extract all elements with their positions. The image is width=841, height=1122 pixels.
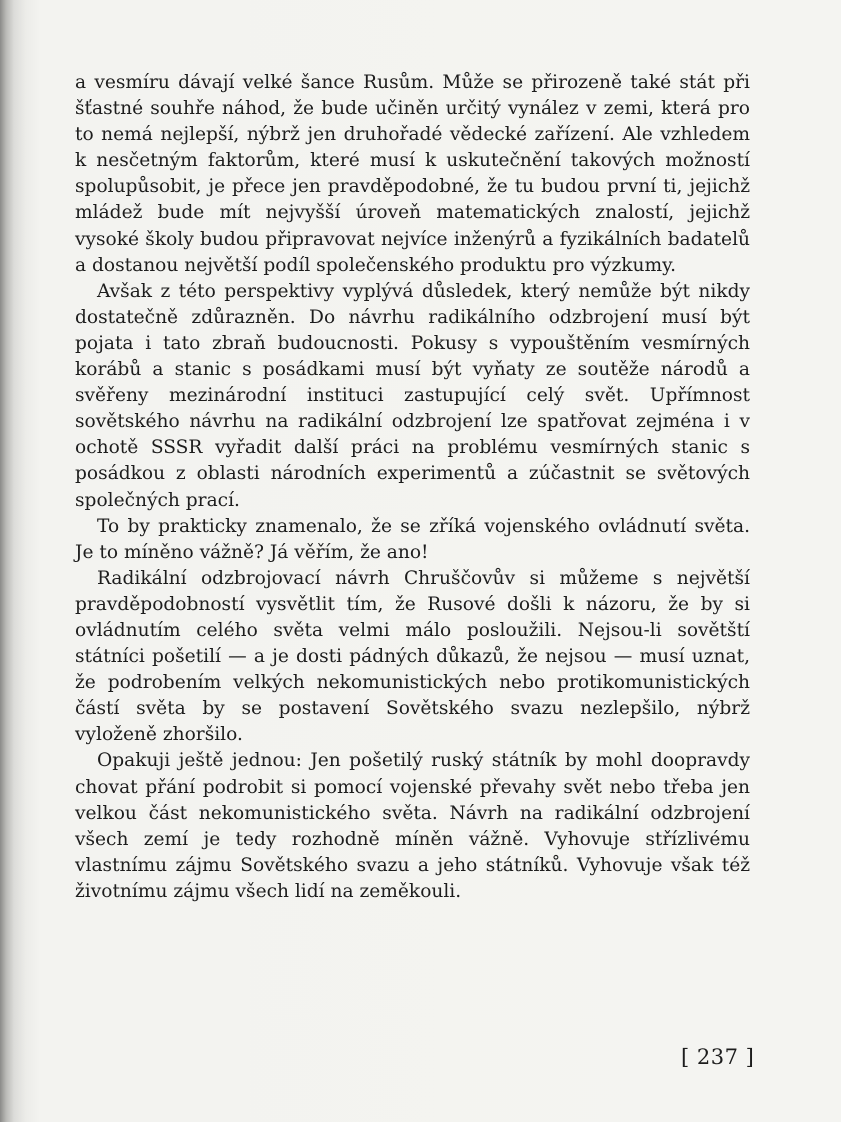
page-number: [ 237 ]	[681, 1045, 755, 1069]
paragraph-4: Radikální odzbrojovací návrh Chruščovův si můžeme s největší pravděpodobností vysvětlit tím, že Rusové došli k názoru, že by si ovládnutím celého světa velmi málo posloužili. Nejsou-li sovětští státníci pošetilí — a je dosti pádných důkazů, že nejsou — musí uznat, že podrobením velkých nekomunistických nebo protikomunistických částí světa by se postavení Sovětského svazu nezlepšilo, nýbrž vyloženě zhoršilo.	[75, 567, 750, 746]
paragraph-5: Opakuji ještě jednou: Jen pošetilý ruský státník by mohl doopravdy chovat přání podrobit si pomocí vojenské převahy svět nebo třeba jen velkou část nekomunistického světa. Návrh na radikální odzbrojení všech zemí je tedy rozhodně míněn vážně. Vyhovuje střízlivému vlastnímu zájmu Sovětského svazu a jeho státníků. Vyhovuje však též životnímu zájmu všech lidí na zeměkouli.	[75, 750, 750, 902]
paragraph-1: a vesmíru dávají velké šance Rusům. Může se přirozeně také stát při šťastné souhře náhod, že bude učiněn určitý vynález v zemi, která pro to nemá nejlepší, nýbrž jen druhořadé vědecké zařízení. Ale vzhledem k nesčetným faktorům, které musí k uskutečnění takových možností spolupůsobit, je přece jen pravděpodobné, že tu budou první ti, jejichž mládež bude mít nejvyšší úroveň matematických znalostí, jejichž vysoké školy budou připravovat nejvíce inženýrů a fyzikálních badatelů a dostanou největší podíl společenského produktu pro výzkumy.	[75, 72, 750, 276]
paragraph-2: Avšak z této perspektivy vyplývá důsledek, který nemůže být nikdy dostatečně zdůrazněn. Do návrhu radikálního odzbrojení musí být pojata i tato zbraň budoucnosti. Pokusy s vypouštěním vesmírných korábů a stanic s posádkami musí být vyňaty ze soutěže národů a svěřeny mezinárodní instituci zastupující celý svět. Upřímnost sovětského návrhu na radikální odzbrojení lze spatřovat zejména i v ochotě SSSR vyřadit další práci na problému vesmírných stanic s posádkou z oblasti národních experimentů a zúčastnit se světových společných prací.	[75, 280, 750, 511]
paragraph-3: To by prakticky znamenalo, že se zříká vojenského ovládnutí světa. Je to míněno vážně? Já věřím, že ano!	[75, 515, 750, 563]
body-text	[75, 70, 750, 905]
